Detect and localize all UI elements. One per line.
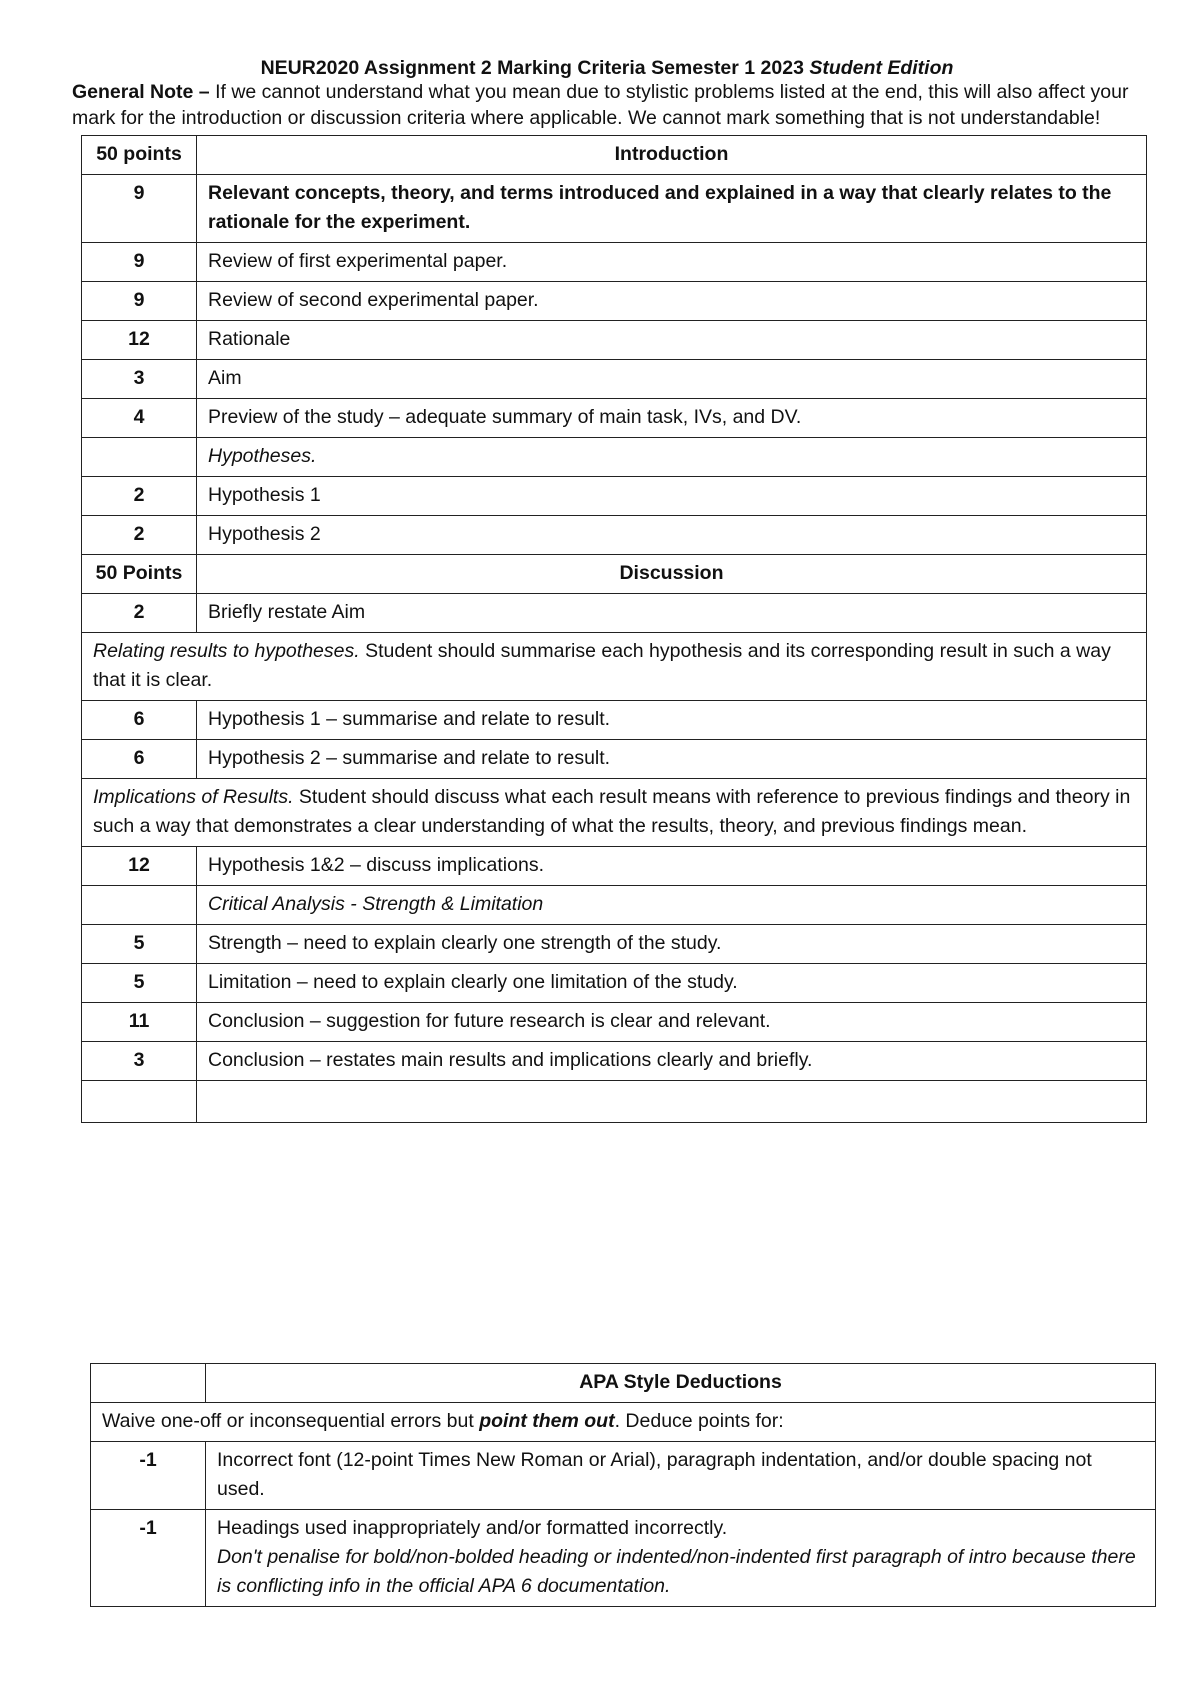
- row-criterion: Incorrect font (12-point Times New Roman or Arial), paragraph indentation, and/or double spacing not used.: [206, 1442, 1156, 1510]
- row-points: 6: [82, 701, 197, 740]
- relating-results-heading: Relating results to hypotheses.: [93, 640, 360, 662]
- marking-criteria-table: [81, 135, 1147, 1123]
- apa-intro-emphasis: point them out: [479, 1410, 615, 1432]
- row-criterion: Strength – need to explain clearly one strength of the study.: [197, 925, 1147, 964]
- apa-intro-row: [91, 1403, 1156, 1442]
- row-points: -1: [91, 1442, 206, 1510]
- table-row: [82, 701, 1147, 740]
- table-row: [82, 964, 1147, 1003]
- title-main: NEUR2020 Assignment 2 Marking Criteria Semester 1 2023: [260, 57, 804, 79]
- table-row: [82, 594, 1147, 633]
- table-row: [82, 282, 1147, 321]
- row-points: 3: [82, 1042, 197, 1081]
- apa-deductions-table: [90, 1363, 1156, 1607]
- row-criterion: Relevant concepts, theory, and terms introduced and explained in a way that clearly relates to the rationale for the experiment.: [197, 175, 1147, 243]
- general-note-text: If we cannot understand what you mean due to stylistic problems listed at the end, this will also affect your mark for the introduction or discussion criteria where applicable. We cannot mark something that is not understandable!: [72, 81, 1129, 129]
- document-title: [72, 56, 1142, 80]
- table-row: [82, 1003, 1147, 1042]
- row-points: 5: [82, 964, 197, 1003]
- implications-text: Student should discuss what each result means with reference to previous findings and theory in such a way that demonstrates a clear understanding of what the results, theory, and previous findings mean.: [93, 786, 1131, 837]
- row-criterion: Hypothesis 2 – summarise and relate to result.: [197, 740, 1147, 779]
- apa-heading: APA Style Deductions: [206, 1364, 1156, 1403]
- table-row: [82, 516, 1147, 555]
- apa-header-row: [91, 1364, 1156, 1403]
- row-points: 5: [82, 925, 197, 964]
- row-criterion: Hypothesis 2: [197, 516, 1147, 555]
- empty-cell: [82, 1081, 197, 1123]
- hypotheses-subheading: Hypotheses.: [197, 438, 1147, 477]
- row-criterion: Aim: [197, 360, 1147, 399]
- introduction-header-row: [82, 136, 1147, 175]
- row-points: 2: [82, 594, 197, 633]
- empty-cell: [197, 1081, 1147, 1123]
- row-criterion: Conclusion – suggestion for future research is clear and relevant.: [197, 1003, 1147, 1042]
- row-criterion: Headings used inappropriately and/or formatted incorrectly.: [217, 1517, 728, 1539]
- row-points: 2: [82, 516, 197, 555]
- relating-results-text: Student should summarise each hypothesis and its corresponding result in such a way that it is clear.: [93, 640, 1111, 691]
- relating-results-note: [82, 633, 1147, 701]
- empty-cell: [91, 1364, 206, 1403]
- row-criterion: Briefly restate Aim: [197, 594, 1147, 633]
- row-criterion: Conclusion – restates main results and implications clearly and briefly.: [197, 1042, 1147, 1081]
- row-points: 9: [82, 282, 197, 321]
- table-row: [82, 740, 1147, 779]
- implications-heading: Implications of Results.: [93, 786, 294, 808]
- implications-note: [82, 779, 1147, 847]
- row-points: 12: [82, 321, 197, 360]
- table-row: [82, 847, 1147, 886]
- row-points: 11: [82, 1003, 197, 1042]
- row-points: [82, 886, 197, 925]
- row-points: 2: [82, 477, 197, 516]
- critical-analysis-subheading: Critical Analysis - Strength & Limitation: [197, 886, 1147, 925]
- table-row: [82, 321, 1147, 360]
- table-row: [82, 243, 1147, 282]
- apa-intro: [91, 1403, 1156, 1442]
- row-points: 9: [82, 175, 197, 243]
- introduction-points-total: 50 points: [82, 136, 197, 175]
- row-criterion: Hypothesis 1&2 – discuss implications.: [197, 847, 1147, 886]
- table-row: [82, 477, 1147, 516]
- introduction-heading: Introduction: [197, 136, 1147, 175]
- relating-results-row: [82, 633, 1147, 701]
- row-points: 4: [82, 399, 197, 438]
- row-criterion: Limitation – need to explain clearly one limitation of the study.: [197, 964, 1147, 1003]
- row-criterion-note: Don't penalise for bold/non-bolded heading or indented/non-indented first paragraph of intro because there is conflicting info in the official APA 6 documentation.: [217, 1546, 1136, 1597]
- table-row: [82, 925, 1147, 964]
- table-row: [82, 399, 1147, 438]
- general-note: [72, 80, 1142, 131]
- row-points: 12: [82, 847, 197, 886]
- row-criterion: Review of second experimental paper.: [197, 282, 1147, 321]
- discussion-points-total: 50 Points: [82, 555, 197, 594]
- row-points: -1: [91, 1510, 206, 1607]
- general-note-label: General Note –: [72, 81, 210, 103]
- table-row: [91, 1510, 1156, 1607]
- row-criterion: Review of first experimental paper.: [197, 243, 1147, 282]
- row-criterion: Hypothesis 1: [197, 477, 1147, 516]
- title-edition: Student Edition: [809, 57, 954, 79]
- table-row: [82, 886, 1147, 925]
- table-row: [91, 1442, 1156, 1510]
- apa-intro-before: Waive one-off or inconsequential errors but: [102, 1410, 480, 1432]
- row-points: [82, 438, 197, 477]
- document-page: [72, 56, 1142, 1597]
- row-points: 3: [82, 360, 197, 399]
- table-row: [82, 1042, 1147, 1081]
- empty-row: [82, 1081, 1147, 1123]
- row-criterion: Rationale: [197, 321, 1147, 360]
- table-row: [82, 175, 1147, 243]
- table-row: [82, 360, 1147, 399]
- discussion-header-row: [82, 555, 1147, 594]
- apa-intro-after: . Deduce points for:: [614, 1410, 784, 1432]
- row-criterion: Preview of the study – adequate summary of main task, IVs, and DV.: [197, 399, 1147, 438]
- row-points: 9: [82, 243, 197, 282]
- row-points: 6: [82, 740, 197, 779]
- discussion-heading: Discussion: [197, 555, 1147, 594]
- table-row: [82, 438, 1147, 477]
- row-criterion-cell: [206, 1510, 1156, 1607]
- implications-row: [82, 779, 1147, 847]
- row-criterion: Hypothesis 1 – summarise and relate to result.: [197, 701, 1147, 740]
